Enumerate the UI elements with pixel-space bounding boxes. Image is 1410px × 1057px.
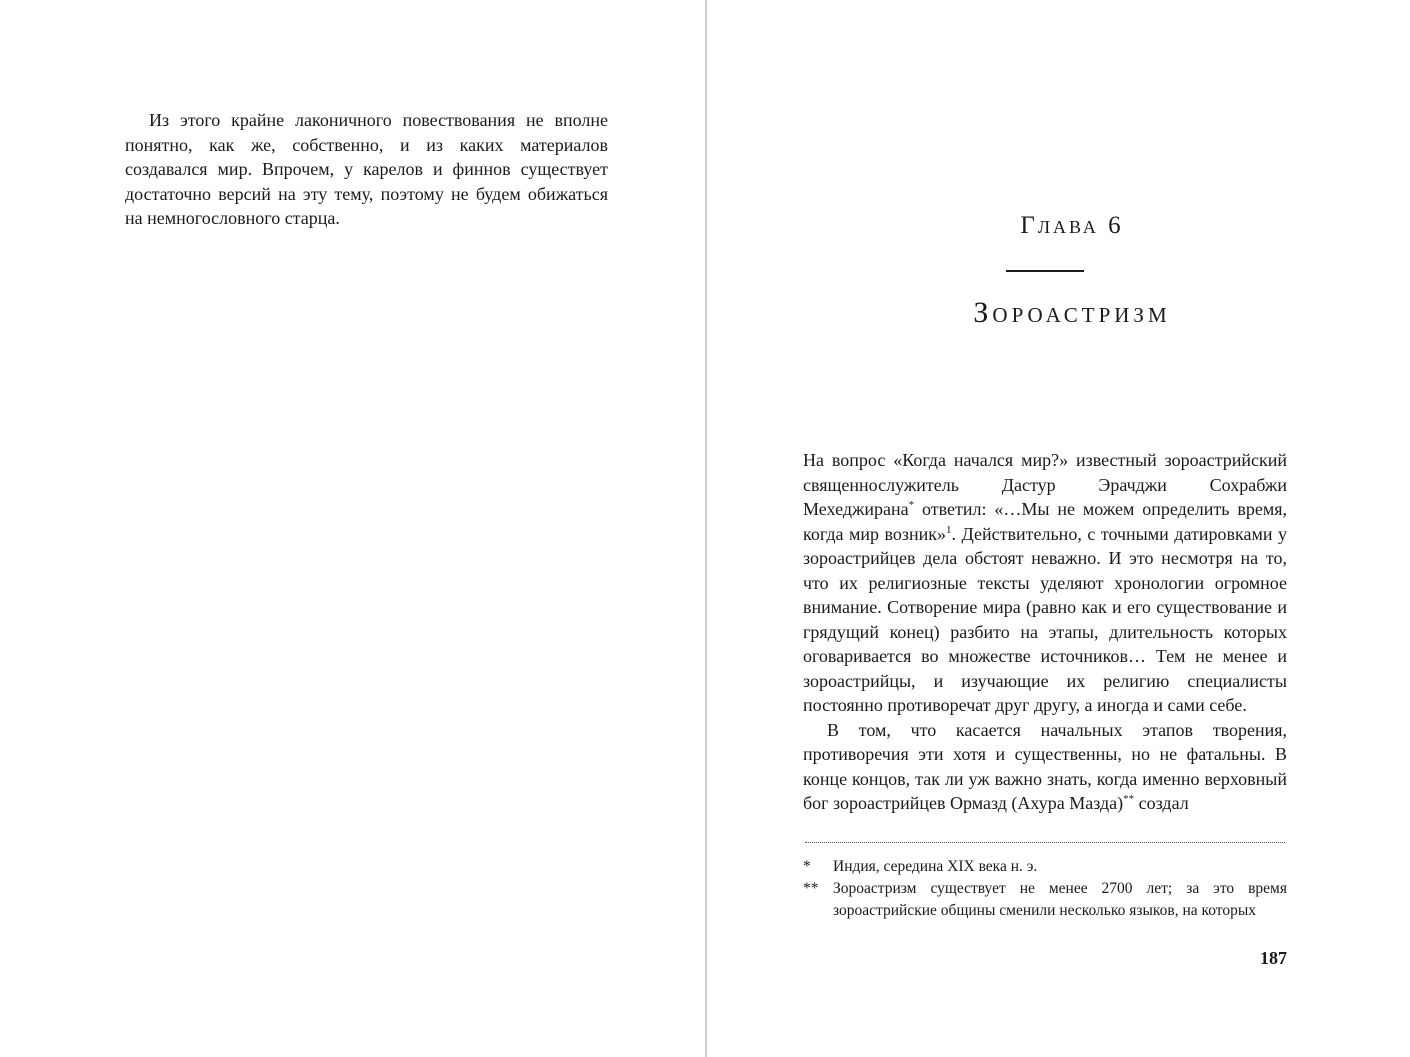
text-run: В том, что касается начальных этапов творения, противоречия эти хотя и существенны, но не фатальны. В конце концов, так ли уж важно знать, когда именно верховный бог зороастрийцев Ормазд (Ахура Мазда) — [803, 719, 1287, 813]
text-run: На вопрос «Когда начался мир?» известный зороастрийский священнослужитель Дастур Эрачджи Сохрабжи Мехеджирана — [803, 450, 1287, 519]
footnote-mark: ** — [803, 880, 819, 897]
footnotes — [803, 856, 1287, 922]
footnote-text: Зороастризм существует не менее 2700 лет; за это время зороастрийские общины сменили несколько языков, на которых — [833, 880, 1287, 919]
footnote-mark: * — [803, 858, 811, 875]
chapter-divider — [1006, 270, 1084, 272]
paragraph: Из этого крайне лаконичного повествования не вполне понятно, как же, собственно, и из каких материалов создавался мир. Впрочем, у карелов и финнов существует достаточно версий на эту тему, поэтому не будем обижаться на немногословного старца. — [125, 110, 608, 228]
page-number: 187 — [1260, 948, 1287, 968]
footnote-ref: * — [908, 499, 915, 511]
left-page-text — [125, 108, 608, 231]
footnote — [803, 878, 1287, 922]
chapter-number: Глава 6 — [1020, 212, 1124, 239]
footnote-text: Индия, середина XIX века н. э. — [833, 858, 1038, 875]
paragraph — [803, 718, 1287, 816]
footnote — [803, 856, 1287, 878]
chapter-title: Зороастризм — [973, 296, 1171, 329]
text-run: . Действительно, с точными датировками у зороастрийцев дела обстоят неважно. И это несмотря на то, что их религиозные тексты уделяют хронологии огромное внимание. Сотворение мира (равно как и его существование и грядущий конец) разбито на этапы, длительность которых оговаривается во множестве источников… Тем не менее и зороастрийцы, и изучающие их религию специалисты постоянно противоречат друг другу, а иногда и сами себе. — [803, 523, 1287, 715]
right-page — [707, 0, 1410, 1057]
text-run: создал — [1134, 793, 1189, 813]
footnote-ref: ** — [1123, 793, 1135, 805]
paragraph — [803, 448, 1287, 718]
right-page-text — [803, 448, 1287, 816]
footnote-separator — [805, 842, 1285, 843]
endnote-ref: 1 — [946, 523, 952, 536]
text-run: ответил: «…Мы не можем определить время, когда мир возник» — [803, 499, 1287, 544]
